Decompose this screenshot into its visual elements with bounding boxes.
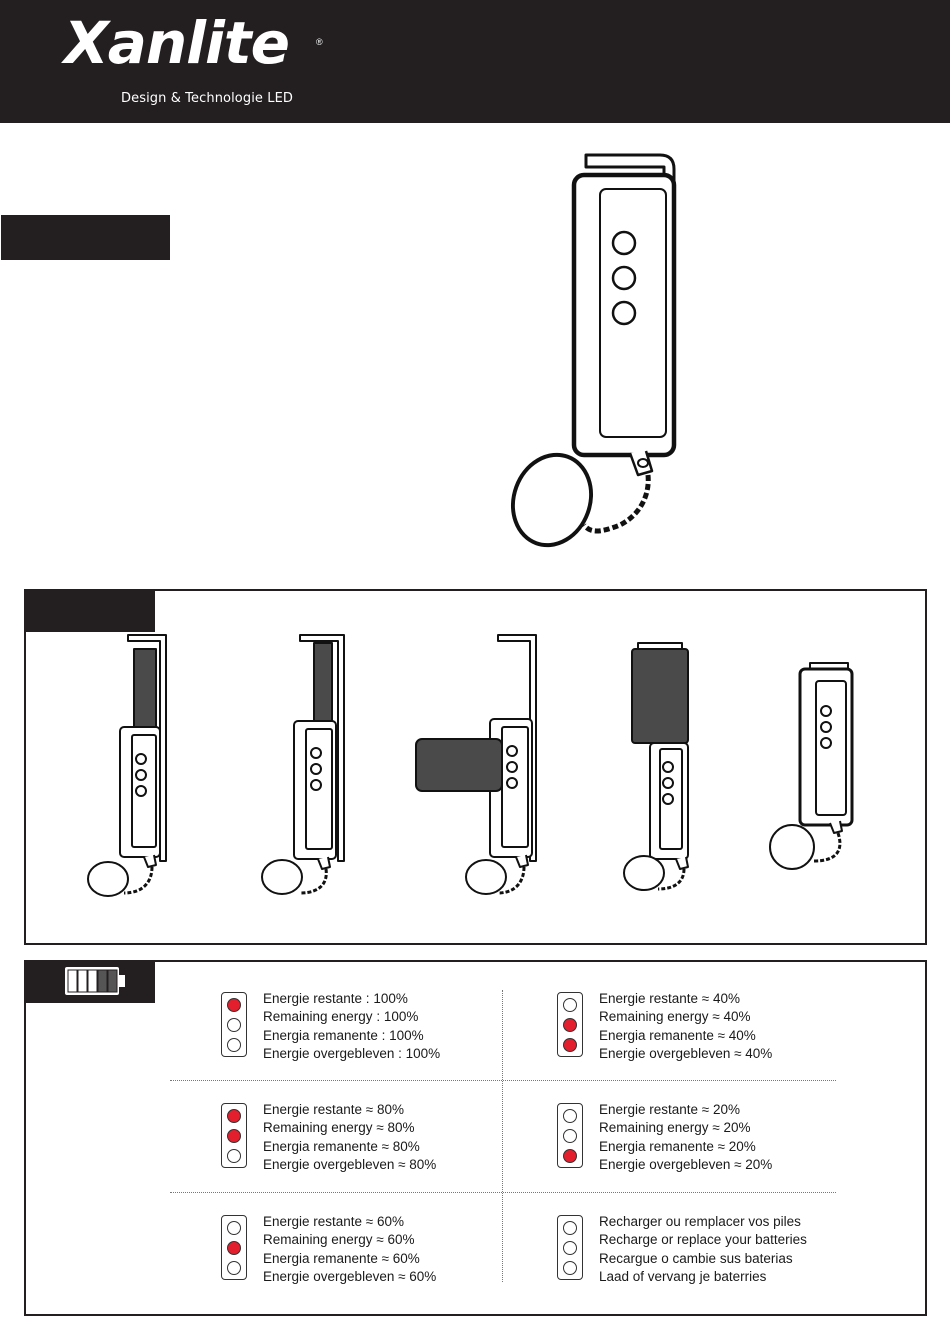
led	[563, 998, 577, 1012]
led	[227, 1149, 241, 1163]
state-line-en: Remaining energy ≈ 60%	[263, 1232, 415, 1248]
battery-segment	[68, 970, 77, 992]
step-1-illustration	[84, 631, 184, 901]
led	[563, 1018, 577, 1032]
step-4-illustration	[618, 637, 738, 899]
led	[227, 998, 241, 1012]
led	[563, 1221, 577, 1235]
state-line-es: Energia remanente ≈ 60%	[263, 1250, 420, 1266]
state-line-nl: Energie overgebleven ≈ 80%	[263, 1156, 437, 1172]
state-line-fr: Energie restante : 100%	[263, 991, 408, 1006]
led	[563, 1261, 577, 1275]
installation-panel	[24, 589, 927, 945]
header-bar	[0, 0, 950, 123]
column-divider	[502, 990, 503, 1282]
led	[227, 1241, 241, 1255]
led-indicator	[557, 1215, 583, 1280]
led	[227, 1018, 241, 1032]
remote-illustration	[500, 145, 700, 555]
battery-segment	[88, 970, 97, 992]
state-line-en: Remaining energy ≈ 80%	[263, 1120, 415, 1136]
led	[563, 1129, 577, 1143]
row-divider	[170, 1192, 836, 1193]
state-line-nl: Laad of vervang je baterries	[599, 1268, 767, 1284]
state-line-en: Recharge or replace your batteries	[599, 1232, 807, 1248]
led	[227, 1109, 241, 1123]
state-line-es: Energia remanente ≈ 40%	[599, 1027, 756, 1043]
title-tab	[1, 215, 170, 260]
led-indicator	[557, 1103, 583, 1168]
state-line-nl: Energie overgebleven : 100%	[263, 1045, 441, 1061]
state-line-fr: Energie restante ≈ 80%	[263, 1102, 404, 1117]
battery-tab	[24, 960, 155, 1003]
led	[563, 1109, 577, 1123]
registered-mark: ®	[316, 37, 323, 47]
led-indicator	[221, 1103, 247, 1168]
led-indicator	[557, 992, 583, 1057]
brand-logo: Xanlite	[64, 9, 289, 77]
state-line-fr: Recharger ou remplacer vos piles	[599, 1214, 801, 1229]
led	[563, 1038, 577, 1052]
led	[227, 1038, 241, 1052]
state-line-en: Remaining energy ≈ 20%	[599, 1120, 751, 1136]
led	[227, 1129, 241, 1143]
state-line-fr: Energie restante ≈ 20%	[599, 1102, 740, 1117]
step-2-illustration	[260, 631, 360, 901]
state-line-en: Remaining energy : 100%	[263, 1009, 419, 1025]
led	[227, 1221, 241, 1235]
battery-icon	[64, 966, 126, 996]
state-line-nl: Energie overgebleven ≈ 20%	[599, 1156, 773, 1172]
led	[563, 1149, 577, 1163]
led-indicator	[221, 992, 247, 1057]
battery-segment	[108, 970, 117, 992]
state-line-es: Energia remanente : 100%	[263, 1027, 424, 1043]
state-line-en: Remaining energy ≈ 40%	[599, 1009, 751, 1025]
step-5-illustration	[764, 661, 884, 881]
installation-tab	[24, 589, 155, 632]
led	[563, 1241, 577, 1255]
step-3-illustration	[412, 631, 562, 901]
state-line-nl: Energie overgebleven ≈ 40%	[599, 1045, 773, 1061]
led-indicator	[221, 1215, 247, 1280]
state-line-nl: Energie overgebleven ≈ 60%	[263, 1268, 437, 1284]
row-divider	[170, 1080, 836, 1081]
state-line-es: Recargue o cambie sus baterias	[599, 1250, 793, 1266]
brand-tagline: Design & Technologie LED	[121, 91, 294, 106]
led	[227, 1261, 241, 1275]
state-line-es: Energia remanente ≈ 20%	[599, 1138, 756, 1154]
battery-segment	[98, 970, 107, 992]
state-line-fr: Energie restante ≈ 60%	[263, 1214, 404, 1229]
battery-segment	[78, 970, 87, 992]
state-line-es: Energia remanente ≈ 80%	[263, 1138, 420, 1154]
state-line-fr: Energie restante ≈ 40%	[599, 991, 740, 1006]
